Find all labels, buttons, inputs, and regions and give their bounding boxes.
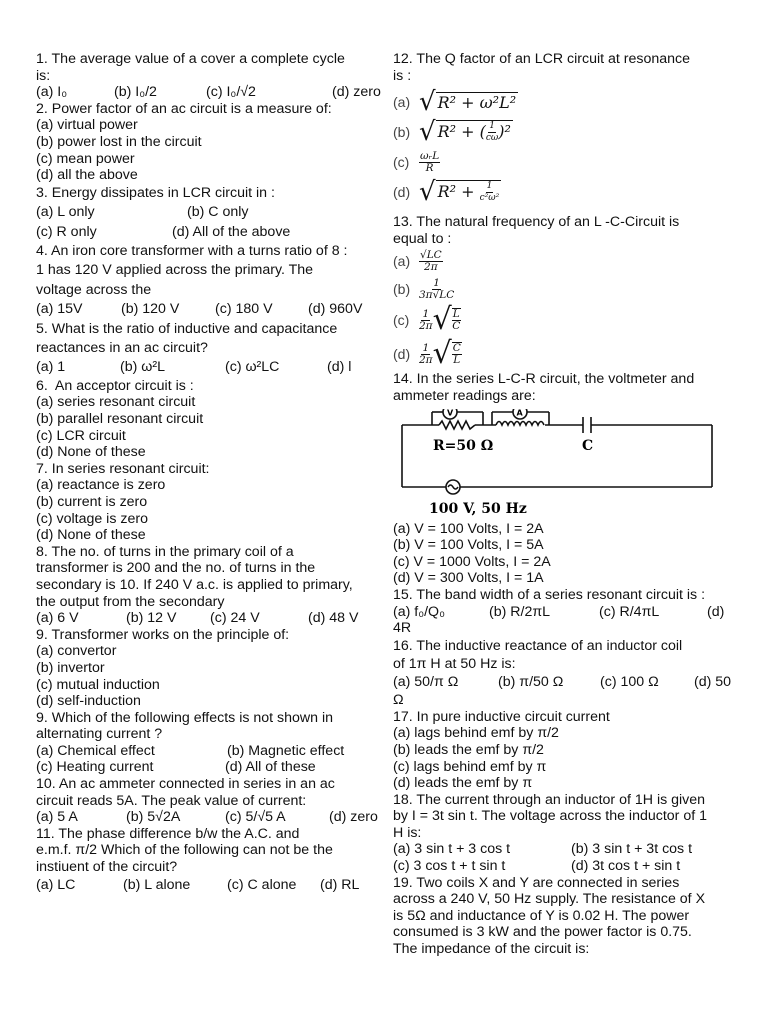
q3-option-b: (b) C only xyxy=(187,204,249,221)
q19-line-4: consumed is 3 kW and the power factor is 0.75. xyxy=(393,924,692,941)
q11-line-2: e.m.f. π/2 Which of the following can not be the xyxy=(36,842,333,859)
q3-options-ab xyxy=(36,203,386,222)
q18-line-1: 18. The current through an inductor of 1H is given xyxy=(393,791,706,808)
q10-options xyxy=(36,809,386,826)
q18-options-ab xyxy=(393,841,745,858)
q9b-option-a: (a) Chemical effect xyxy=(36,742,155,759)
q18-line-2: by I = 3t sin t. The voltage across the inductor of 1 xyxy=(393,808,708,825)
q6-option-c: (c) LCR circuit xyxy=(36,427,126,444)
q8-line-3: secondary is 10. If 240 V a.c. is applied to primary, xyxy=(36,576,353,593)
q13-d-formula: $\frac{C}{L}$ xyxy=(452,342,461,367)
q7-text: 7. In series resonant circuit: xyxy=(36,460,210,477)
q2-option-d: (d) all the above xyxy=(36,167,138,184)
q13-option-d xyxy=(393,337,745,371)
q9-option-c: (c) mutual induction xyxy=(36,676,160,693)
q16-line-2: of 1π H at 50 Hz is: xyxy=(393,656,516,673)
q15-option-a: (a) f₀/Q₀ xyxy=(393,603,445,620)
q13-option-a xyxy=(393,247,745,275)
q4-option-a: (a) 15V xyxy=(36,301,83,318)
q9b-line-2: alternating current ? xyxy=(36,726,163,743)
q9b-line-1: 9. Which of the following effects is not shown in xyxy=(36,709,334,726)
q10-option-d: (d) zero xyxy=(329,809,378,826)
q3-text: 3. Energy dissipates in LCR circuit in : xyxy=(36,184,275,201)
sqrt-symbol: √ xyxy=(419,87,436,118)
q4-options xyxy=(36,300,386,319)
q19-line-3: is 5Ω and inductance of Y is 0.02 H. The power xyxy=(393,907,690,924)
q13-c-formula: $\frac{L}{C}$ xyxy=(452,308,461,333)
q5-option-a: (a) 1 xyxy=(36,359,66,376)
q6-text: 6. An acceptor circuit is : xyxy=(36,377,194,394)
q9-text: 9. Transformer works on the principle of: xyxy=(36,626,290,643)
q11-line-1: 11. The phase difference b/w the A.C. and xyxy=(36,825,300,842)
q13-option-a-label: (a) xyxy=(393,253,411,270)
q2-option-c: (c) mean power xyxy=(36,150,135,167)
q12-option-c-label: (c) xyxy=(393,154,410,171)
q16-option-d: (d) 50 xyxy=(694,673,732,690)
q3-option-a: (a) L only xyxy=(36,204,95,221)
q13-line-2: equal to : xyxy=(393,230,452,247)
q4-option-b: (b) 120 V xyxy=(121,301,180,318)
q18-options-cd xyxy=(393,858,745,875)
q19-line-1: 19. Two coils X and Y are connected in series xyxy=(393,874,680,891)
left-column xyxy=(36,51,386,895)
q12-option-d xyxy=(393,177,745,207)
q4-option-c: (c) 180 V xyxy=(215,301,273,318)
q17-text: 17. In pure inductive circuit current xyxy=(393,708,610,725)
q14-option-d: (d) V = 300 Volts, I = 1A xyxy=(393,570,544,587)
q15-option-b: (b) R/2πL xyxy=(489,603,551,620)
q12-option-a-label: (a) xyxy=(393,94,411,111)
q12-option-b-label: (b) xyxy=(393,124,411,141)
q2-option-a: (a) virtual power xyxy=(36,117,138,134)
ammeter-label: A xyxy=(516,408,523,418)
q8-options xyxy=(36,610,386,627)
q9-option-a: (a) convertor xyxy=(36,643,117,660)
q10-option-a: (a) 5 A xyxy=(36,809,78,826)
sqrt-symbol: √ xyxy=(419,117,436,148)
q14-option-c: (c) V = 1000 Volts, I = 2A xyxy=(393,553,551,570)
q12-option-b xyxy=(393,117,745,147)
q18-option-b: (b) 3 sin t + 3t cos t xyxy=(571,841,693,858)
q1-option-a: (a) I₀ xyxy=(36,84,68,101)
q16-option-c: (c) 100 Ω xyxy=(600,673,659,690)
q13-option-b-label: (b) xyxy=(393,281,411,298)
q11-option-b: (b) L alone xyxy=(123,876,191,893)
q10-option-c: (c) 5/√5 A xyxy=(225,809,286,826)
q9b-option-d: (d) All of these xyxy=(225,759,316,776)
q11-option-c: (c) C alone xyxy=(227,876,297,893)
q5-line-2: reactances in an ac circuit? xyxy=(36,340,208,356)
q19-line-5: The impedance of the circuit is: xyxy=(393,941,590,958)
q2-option-b: (b) power lost in the circuit xyxy=(36,133,202,150)
q1-option-b: (b) I₀/2 xyxy=(114,84,157,101)
q13-option-c-label: (c) xyxy=(393,312,410,329)
q8-line-1: 8. The no. of turns in the primary coil of a xyxy=(36,543,294,560)
q1-option-c: (c) I₀/√2 xyxy=(206,84,256,101)
q3-option-c: (c) R only xyxy=(36,223,97,240)
q15-options xyxy=(393,604,745,621)
q12-line-1: 12. The Q factor of an LCR circuit at resonance xyxy=(393,51,691,67)
q1-text-cont: is: xyxy=(36,67,51,84)
q11-line-3: instiuent of the circuit? xyxy=(36,859,178,876)
q3-options-cd xyxy=(36,223,386,242)
q9b-option-c: (c) Heating current xyxy=(36,759,154,776)
q19-line-2: across a 240 V, 50 Hz supply. The resistance of X xyxy=(393,891,706,908)
q14-option-b: (b) V = 100 Volts, I = 5A xyxy=(393,537,544,554)
q12-option-d-label: (d) xyxy=(393,184,411,201)
q14-line-2: ammeter readings are: xyxy=(393,387,536,404)
resistor-label: R=50 Ω xyxy=(433,437,494,454)
q11-option-a: (a) LC xyxy=(36,876,76,893)
q16-option-d-unit: Ω xyxy=(393,692,404,709)
q12-option-c xyxy=(393,147,745,177)
q18-line-3: H is: xyxy=(393,824,422,841)
q5-options xyxy=(36,358,386,377)
lcr-circuit-diagram xyxy=(393,409,723,521)
q8-option-c: (c) 24 V xyxy=(210,610,260,627)
source-label: 100 V, 50 Hz xyxy=(429,500,527,517)
q18-option-a: (a) 3 sin t + 3 cos t xyxy=(393,841,511,858)
q13-option-c xyxy=(393,303,745,337)
q13-option-b xyxy=(393,275,745,303)
q10-line-2: circuit reads 5A. The peak value of current: xyxy=(36,792,307,809)
q12-d-formula: R² + $\frac{1}{\text{c²ω²}}$ xyxy=(437,181,500,204)
q17-option-b: (b) leads the emf by π/2 xyxy=(393,741,544,758)
sqrt-symbol: √ xyxy=(419,177,436,208)
q8-option-a: (a) 6 V xyxy=(36,610,79,627)
q18-option-d: (d) 3t cos t + sin t xyxy=(571,858,681,875)
q18-option-c: (c) 3 cos t + t sin t xyxy=(393,858,506,875)
q13-a-formula: $\frac{√LC}{2\pi}$ xyxy=(420,248,442,273)
voltmeter-label: V xyxy=(447,408,454,418)
q8-option-b: (b) 12 V xyxy=(126,610,177,627)
q8-line-2: transformer is 200 and the no. of turns in the xyxy=(36,560,316,577)
q12-line-2: is : xyxy=(393,67,412,84)
q15-text: 15. The band width of a series resonant circuit is : xyxy=(393,586,706,603)
q12-b-formula: R² + ( $\frac{1}{c\omega}$ )² xyxy=(437,121,511,144)
q10-line-1: 10. An ac ammeter connected in series in an ac xyxy=(36,776,335,793)
right-column xyxy=(393,51,745,958)
q5-option-d: (d) l xyxy=(327,359,352,376)
q4-line-2: 1 has 120 V applied across the primary. The xyxy=(36,262,314,279)
q4-option-d: (d) 960V xyxy=(308,301,363,318)
q1-option-d: (d) zero xyxy=(332,84,381,101)
q8-line-4: the output from the secondary xyxy=(36,593,225,610)
q16-option-a: (a) 50/π Ω xyxy=(393,673,459,690)
q10-option-b: (b) 5√2A xyxy=(126,809,181,826)
q12-a-formula: R² + ω²L² xyxy=(437,93,517,113)
q13-line-1: 13. The natural frequency of an L -C-Circuit is xyxy=(393,214,680,231)
q17-option-c: (c) lags behind emf by π xyxy=(393,758,547,775)
q15-option-d: (d) xyxy=(707,603,725,620)
q14-line-1: 14. In the series L-C-R circuit, the voltmeter and xyxy=(393,371,695,388)
q2-text: 2. Power factor of an ac circuit is a measure of: xyxy=(36,100,332,117)
capacitor-label: C xyxy=(582,437,594,454)
q1-text: 1. The average value of a cover a complete cycle xyxy=(36,51,345,67)
q12-c-formula: $\frac{\text{ωᵣL}}{R}$ xyxy=(420,149,440,174)
q9b-option-b: (b) Magnetic effect xyxy=(227,742,345,759)
q16-line-1: 16. The inductive reactance of an inductor coil xyxy=(393,637,683,654)
q14-option-a: (a) V = 100 Volts, I = 2A xyxy=(393,520,544,537)
q13-option-d-label: (d) xyxy=(393,346,411,363)
sqrt-symbol: √ xyxy=(432,302,452,338)
q6-option-d: (d) None of these xyxy=(36,444,146,461)
q6-option-a: (a) series resonant circuit xyxy=(36,394,196,411)
q13-d-coef: $\frac{1}{2\pi}$ xyxy=(419,341,433,366)
q16-options xyxy=(393,673,745,692)
q5-option-b: (b) ω²L xyxy=(120,359,165,376)
q4-line-1: 4. An iron core transformer with a turns ratio of 8 : xyxy=(36,242,348,259)
q16-option-b: (b) π/50 Ω xyxy=(498,673,564,690)
q15-option-d-value: 4R xyxy=(393,620,412,637)
q4-line-3: voltage across the xyxy=(36,281,152,298)
q9b-options-ab xyxy=(36,743,386,760)
q15-option-c: (c) R/4πL xyxy=(599,603,660,620)
q9-option-b: (b) invertor xyxy=(36,659,105,676)
q17-option-d: (d) leads the emf by π xyxy=(393,775,533,792)
q17-option-a: (a) lags behind emf by π/2 xyxy=(393,725,559,742)
q9-option-d: (d) self-induction xyxy=(36,693,141,710)
q7-option-d: (d) None of these xyxy=(36,527,146,544)
q5-line-1: 5. What is the ratio of inductive and capacitance xyxy=(36,320,338,337)
q7-option-a: (a) reactance is zero xyxy=(36,477,166,494)
q11-options xyxy=(36,876,386,895)
q7-option-b: (b) current is zero xyxy=(36,493,148,510)
q5-option-c: (c) ω²LC xyxy=(225,359,280,376)
sqrt-symbol: √ xyxy=(432,336,452,372)
q9b-options-cd xyxy=(36,759,386,776)
q13-b-formula: $\frac{1}{3\pi√LC}$ xyxy=(419,276,455,301)
q6-option-b: (b) parallel resonant circuit xyxy=(36,411,204,427)
q3-option-d: (d) All of the above xyxy=(172,223,291,240)
q8-option-d: (d) 48 V xyxy=(308,610,359,627)
q7-option-c: (c) voltage is zero xyxy=(36,510,148,527)
q13-c-coef: $\frac{1}{2\pi}$ xyxy=(419,307,433,332)
q11-option-d: (d) RL xyxy=(320,876,360,893)
q1-options xyxy=(36,84,386,101)
q12-option-a xyxy=(393,87,745,117)
